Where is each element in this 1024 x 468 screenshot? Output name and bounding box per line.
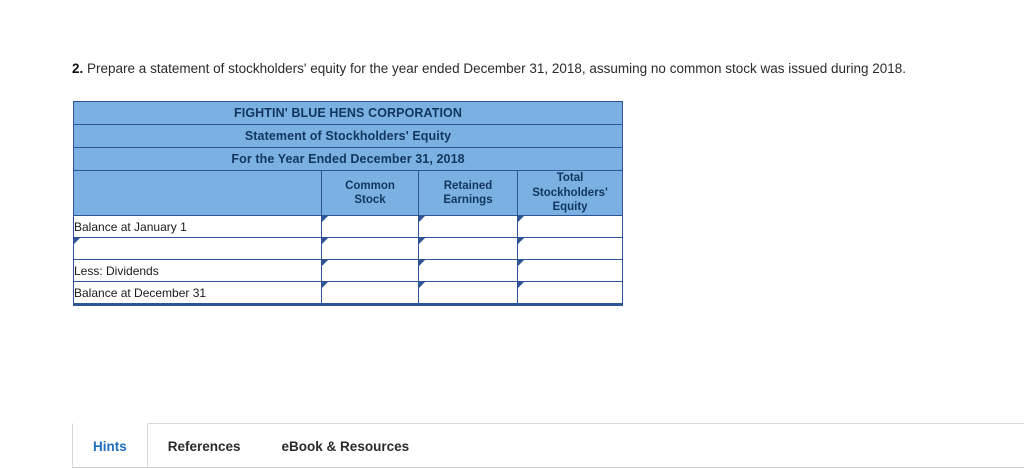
statement-period: For the Year Ended December 31, 2018 xyxy=(74,148,623,171)
input-common-stock-row-2[interactable] xyxy=(322,260,419,282)
input-common-stock-row-0[interactable] xyxy=(322,216,419,238)
table-row xyxy=(74,238,623,260)
input-total-equity-row-2[interactable] xyxy=(518,260,623,282)
worksheet-title-row-1 xyxy=(74,102,623,125)
header-total-equity xyxy=(518,171,623,216)
input-common-stock-row-3[interactable] xyxy=(322,282,419,305)
worksheet-title-row-2 xyxy=(74,125,623,148)
header-common-stock-line2: Stock xyxy=(354,194,386,206)
input-row-label-row-1[interactable] xyxy=(74,238,322,260)
input-retained-earnings-row-3[interactable] xyxy=(419,282,518,305)
header-total-equity-line2: Stockholders' xyxy=(532,186,608,199)
worksheet-title-row-3 xyxy=(74,148,623,171)
header-common-stock-line1: Common xyxy=(345,179,395,192)
bottom-tab-bar xyxy=(72,423,1024,468)
row-label-balance-december: Balance at December 31 xyxy=(74,282,322,305)
row-label-balance-january: Balance at January 1 xyxy=(74,216,322,238)
company-name: FIGHTIN' BLUE HENS CORPORATION xyxy=(74,102,623,125)
input-common-stock-row-1[interactable] xyxy=(322,238,419,260)
stockholders-equity-worksheet xyxy=(73,101,623,306)
question-number: 2. xyxy=(72,61,84,76)
input-retained-earnings-row-1[interactable] xyxy=(419,238,518,260)
worksheet-header-row xyxy=(74,171,623,216)
row-label-less-dividends: Less: Dividends xyxy=(74,260,322,282)
header-retained-earnings-line1: Retained xyxy=(443,179,493,192)
input-total-equity-row-3[interactable] xyxy=(518,282,623,305)
question-prompt xyxy=(72,60,906,78)
table-row xyxy=(74,260,623,282)
input-total-equity-row-1[interactable] xyxy=(518,238,623,260)
tab-references[interactable]: References xyxy=(148,424,262,468)
question-text: Prepare a statement of stockholders' equity for the year ended December 31, 2018, assuming no common stock was issued during 2018. xyxy=(87,61,907,76)
header-common-stock xyxy=(322,171,419,216)
input-total-equity-row-0[interactable] xyxy=(518,216,623,238)
table-row xyxy=(74,216,623,238)
header-total-equity-line3: Equity xyxy=(552,201,588,214)
tab-hints[interactable]: Hints xyxy=(72,423,148,468)
input-retained-earnings-row-2[interactable] xyxy=(419,260,518,282)
header-retained-earnings-line2: Earnings xyxy=(443,194,493,206)
header-retained-earnings xyxy=(419,171,518,216)
header-blank-cell xyxy=(74,171,322,216)
statement-name: Statement of Stockholders' Equity xyxy=(74,125,623,148)
header-total-equity-line1: Total xyxy=(556,172,584,185)
input-retained-earnings-row-0[interactable] xyxy=(419,216,518,238)
table-row xyxy=(74,282,623,305)
tab-ebook-resources[interactable]: eBook & Resources xyxy=(262,424,431,468)
